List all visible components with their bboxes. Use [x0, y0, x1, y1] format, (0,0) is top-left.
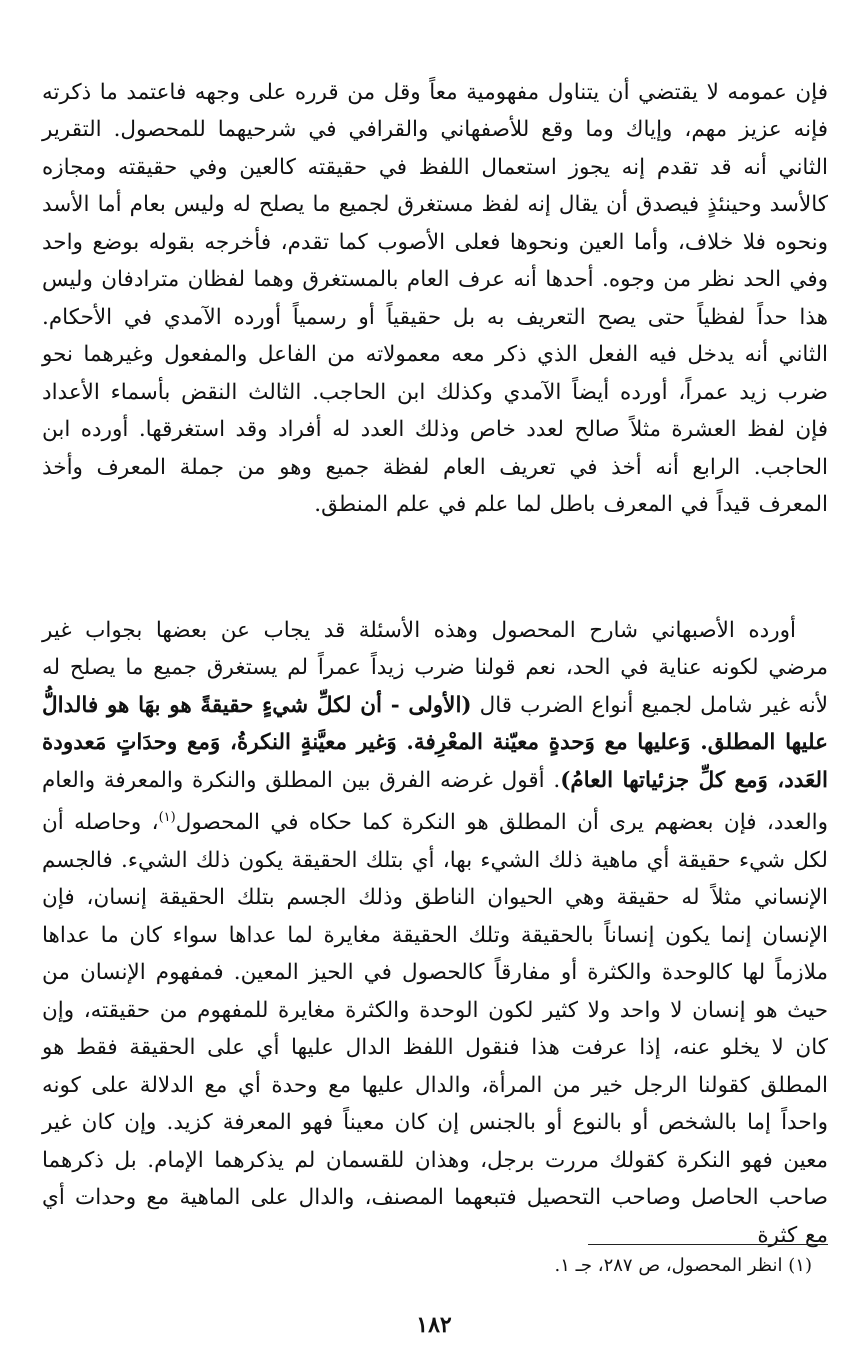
paragraph-2	[42, 612, 828, 1255]
paragraph-2-text-1: أورده الأصبهاني شارح المحصول وهذه الأسئلة قد يجاب عن بعضها بجواب غير مرضي لكونه عناية في الحد، نعم قولنا ضرب زيداً عمراً لم يستغرق جميع ما يصلح له لأنه غير شامل لجميع أنواع الضرب قال	[42, 617, 828, 718]
footnote: (١) انظر المحصول، ص ٢٨٧، جـ ١.	[554, 1255, 812, 1276]
page-number: ١٨٢	[416, 1312, 452, 1338]
paragraph-2-text-3: ، وحاصله أن لكل شيء حقيقة أي ماهية ذلك الشيء بها، أي بتلك الحقيقة يكون ذلك الشيء. فالجسم الإنساني مثلاً له حقيقة وهي الحيوان الناطق وذلك الجسم بتلك الحقيقة إنسان، فإن الإنسان إنما يكون إنساناً بالحقيقة وتلك الحقيقة مغايرة لما عداها سواء كان ما عداها ملازماً لها كالوحدة والكثرة أو مفارقاً كالحصول في الحيز المعين. فمفهوم الإنسان من حيث هو إنسان لا واحد ولا كثير لكون الوحدة والكثرة مغايرة للمفهوم من حقيقته، وإن كان لا يخلو عنه، إذا عرفت هذا فنقول اللفظ الدال عليها أي على الحقيقة فقط هو المطلق كقولنا الرجل خير من المرأة، والدال عليها مع وحدة أي مع الدلالة على كونه واحداً إما بالشخص أو بالنوع أو بالجنس إن كان معيناً فهو المعرفة كزيد. وإن كان غير معين فهو النكرة كقولك مررت برجل، وهذان للقسمان لم يذكرهما الإمام. بل ذكرهما صاحب الحاصل وصاحب التحصيل فتبعهما المصنف، والدال على الماهية مع وحدات أي مع كثرة	[42, 810, 828, 1248]
paragraph-1: فإن عمومه لا يقتضي أن يتناول مفهومية معاً وقل من قرره على وجهه فاعتمد ما ذكرته فإنه عزيز مهم، وإياك وما وقع للأصفهاني والقرافي في شرحيهما للمحصول. التقرير الثاني أنه قد تقدم إنه يجوز استعمال اللفظ في حقيقته كالعين وفي حقيقته ومجازه كالأسد وحينئذٍ فيصدق أن يقال إنه لفظ مستغرق لجميع ما يصلح له وليس بعام أما الأسد ونحوه فلا خلاف، وأما العين ونحوها فعلى الأصوب كما تقدم، فأخرجه بقوله بوضع واحد وفي الحد نظر من وجوه. أحدها أنه عرف العام بالمستغرق وهما لفظان مترادفان وليس هذا حداً لفظياً حتى يصح التعريف به بل حقيقياً أو رسمياً أورده الآمدي في الأحكام. الثاني أنه يدخل فيه الفعل الذي ذكر معه معمولاته من الفاعل والمفعول وغيرهما نحو ضرب زيد عمراً، أورده أيضاً الآمدي وكذلك ابن الحاجب. الثالث النقض بأسماء الأعداد فإن لفظ العشرة مثلاً صالح لعدد خاص وذلك العدد له أفراد وقد استغرقها. أورده ابن الحاجب. الرابع أنه أخذ في تعريف العام لفظة جميع وهو من جملة المعرف وأخذ المعرف قيداً في المعرف باطل لما علم في علم المنطق.	[42, 79, 828, 517]
quoted-matn-text: (الأولى - أن لكلِّ شيءٍ حقيقةً هو بهَا هو فالدالُّ عليها المطلق. وَعليها مع وَحدةٍ معيّنة المعْرِفة. وَغير معيَّنةٍ النكرةُ، وَمع وحدَاتٍ مَعدودة العَدد، وَمع كلِّ جزئياتها العامُ)	[42, 692, 828, 793]
footnote-divider	[588, 1244, 828, 1245]
footnote-reference: (١)	[158, 810, 176, 825]
paragraph-2-text-2: . أقول غرضه الفرق بين المطلق والنكرة والمعرفة والعام والعدد، فإن بعضهم يرى أن المطلق هو النكرة كما حكاه في المحصول	[42, 767, 828, 836]
